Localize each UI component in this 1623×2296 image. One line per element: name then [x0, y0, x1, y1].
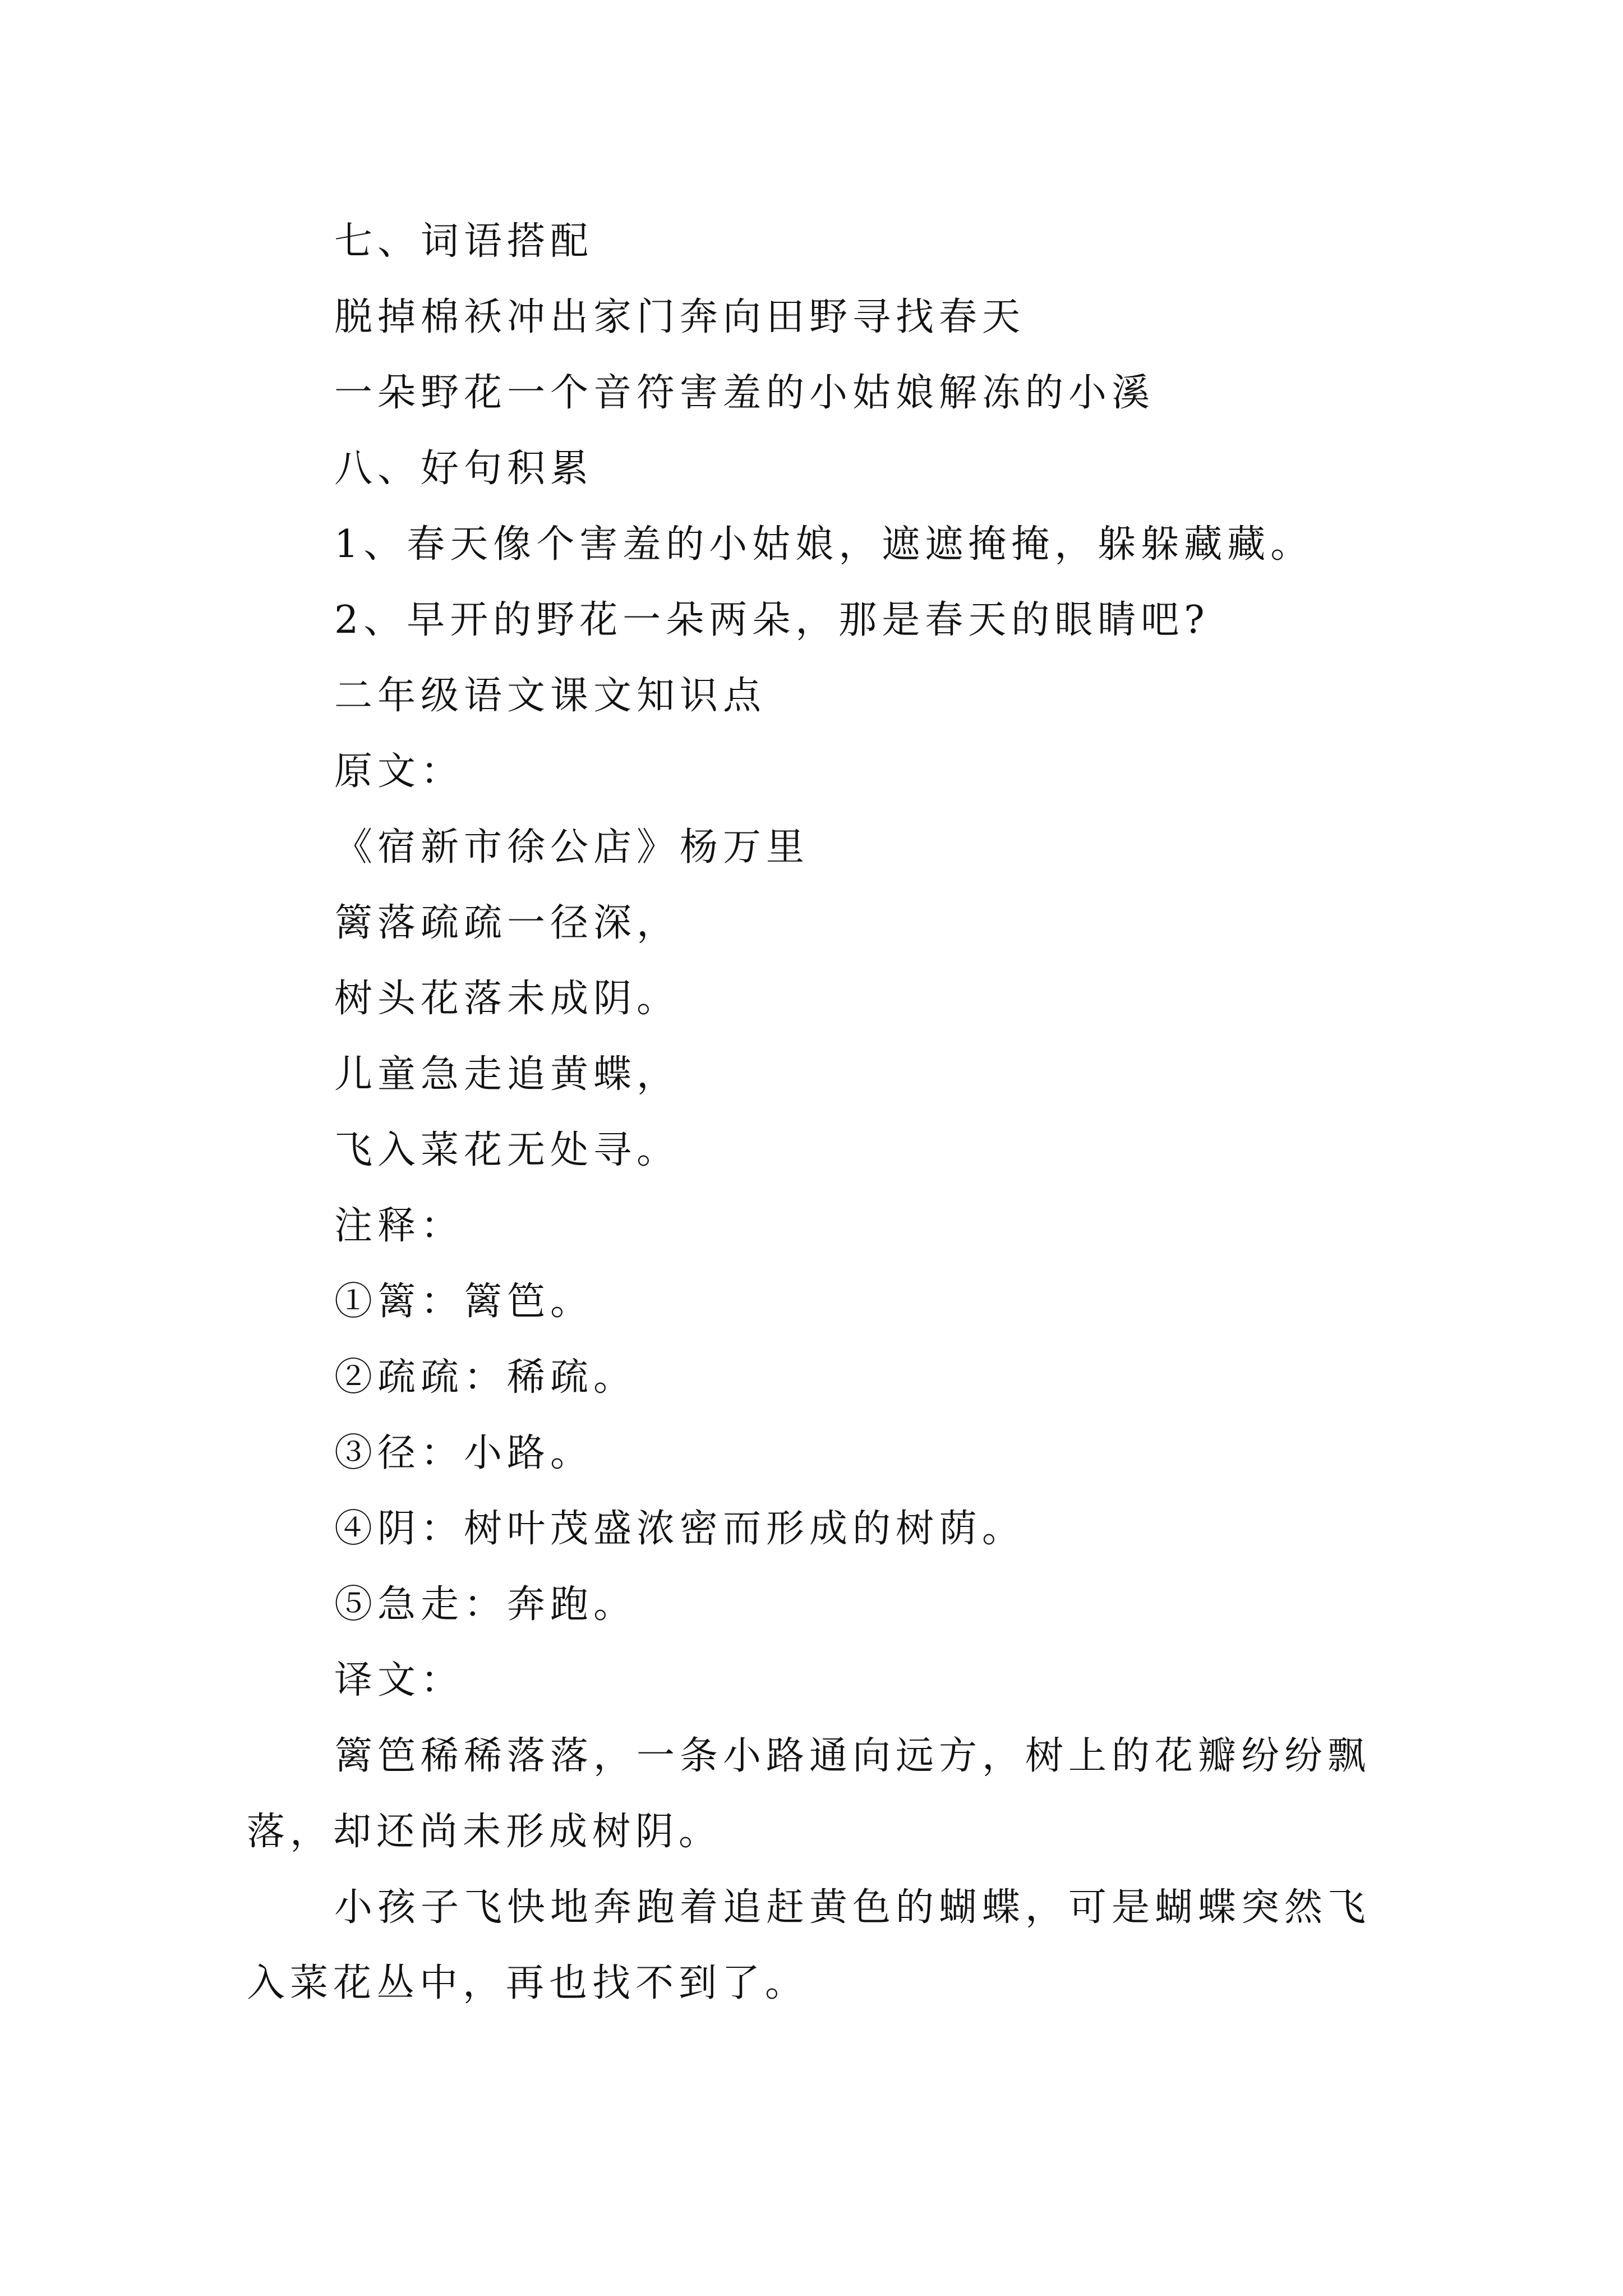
translation-paragraph-line: 小孩子飞快地奔跑着追赶黄色的蝴蝶，可是蝴蝶突然飞: [334, 1885, 1371, 1930]
poem-line: 篱落疏疏一径深，: [334, 901, 680, 945]
text-line: 一朵野花一个音符害羞的小姑娘解冻的小溪: [334, 371, 1155, 415]
note-item: ③径：小路。: [334, 1431, 594, 1475]
poem-line: 儿童急走追黄蝶，: [334, 1052, 680, 1097]
note-item: ⑤急走：奔跑。: [334, 1582, 637, 1627]
label-translation: 译文：: [334, 1658, 464, 1703]
text-line: 脱掉棉袄冲出家门奔向田野寻找春天: [334, 295, 1026, 339]
text-line: 1、春天像个害羞的小姑娘，遮遮掩掩，躲躲藏藏。: [334, 522, 1314, 567]
section-heading-grade-two: 二年级语文课文知识点: [334, 674, 767, 718]
poem-title: 《宿新市徐公店》杨万里: [334, 825, 810, 869]
label-original-text: 原文：: [334, 749, 464, 794]
note-item: ①篱：篱笆。: [334, 1280, 594, 1324]
poem-line: 飞入菜花无处寻。: [334, 1128, 680, 1172]
label-notes: 注释：: [334, 1204, 464, 1248]
poem-line: 树头花落未成阴。: [334, 977, 680, 1021]
translation-paragraph-line: 篱笆稀稀落落，一条小路通向远方，树上的花瓣纷纷飘: [334, 1734, 1371, 1778]
section-heading-word-matching: 七、词语搭配: [334, 219, 594, 264]
note-item: ④阴：树叶茂盛浓密而形成的树荫。: [334, 1507, 1026, 1551]
text-line: 2、早开的野花一朵两朵，那是春天的眼睛吧?: [334, 598, 1210, 642]
translation-paragraph-line: 入菜花丛中，再也找不到了。: [247, 1961, 809, 2005]
section-heading-good-sentences: 八、好句积累: [334, 447, 594, 491]
note-item: ②疏疏：稀疏。: [334, 1355, 637, 1400]
translation-paragraph-line: 落，却还尚未形成树阴。: [247, 1810, 722, 1854]
